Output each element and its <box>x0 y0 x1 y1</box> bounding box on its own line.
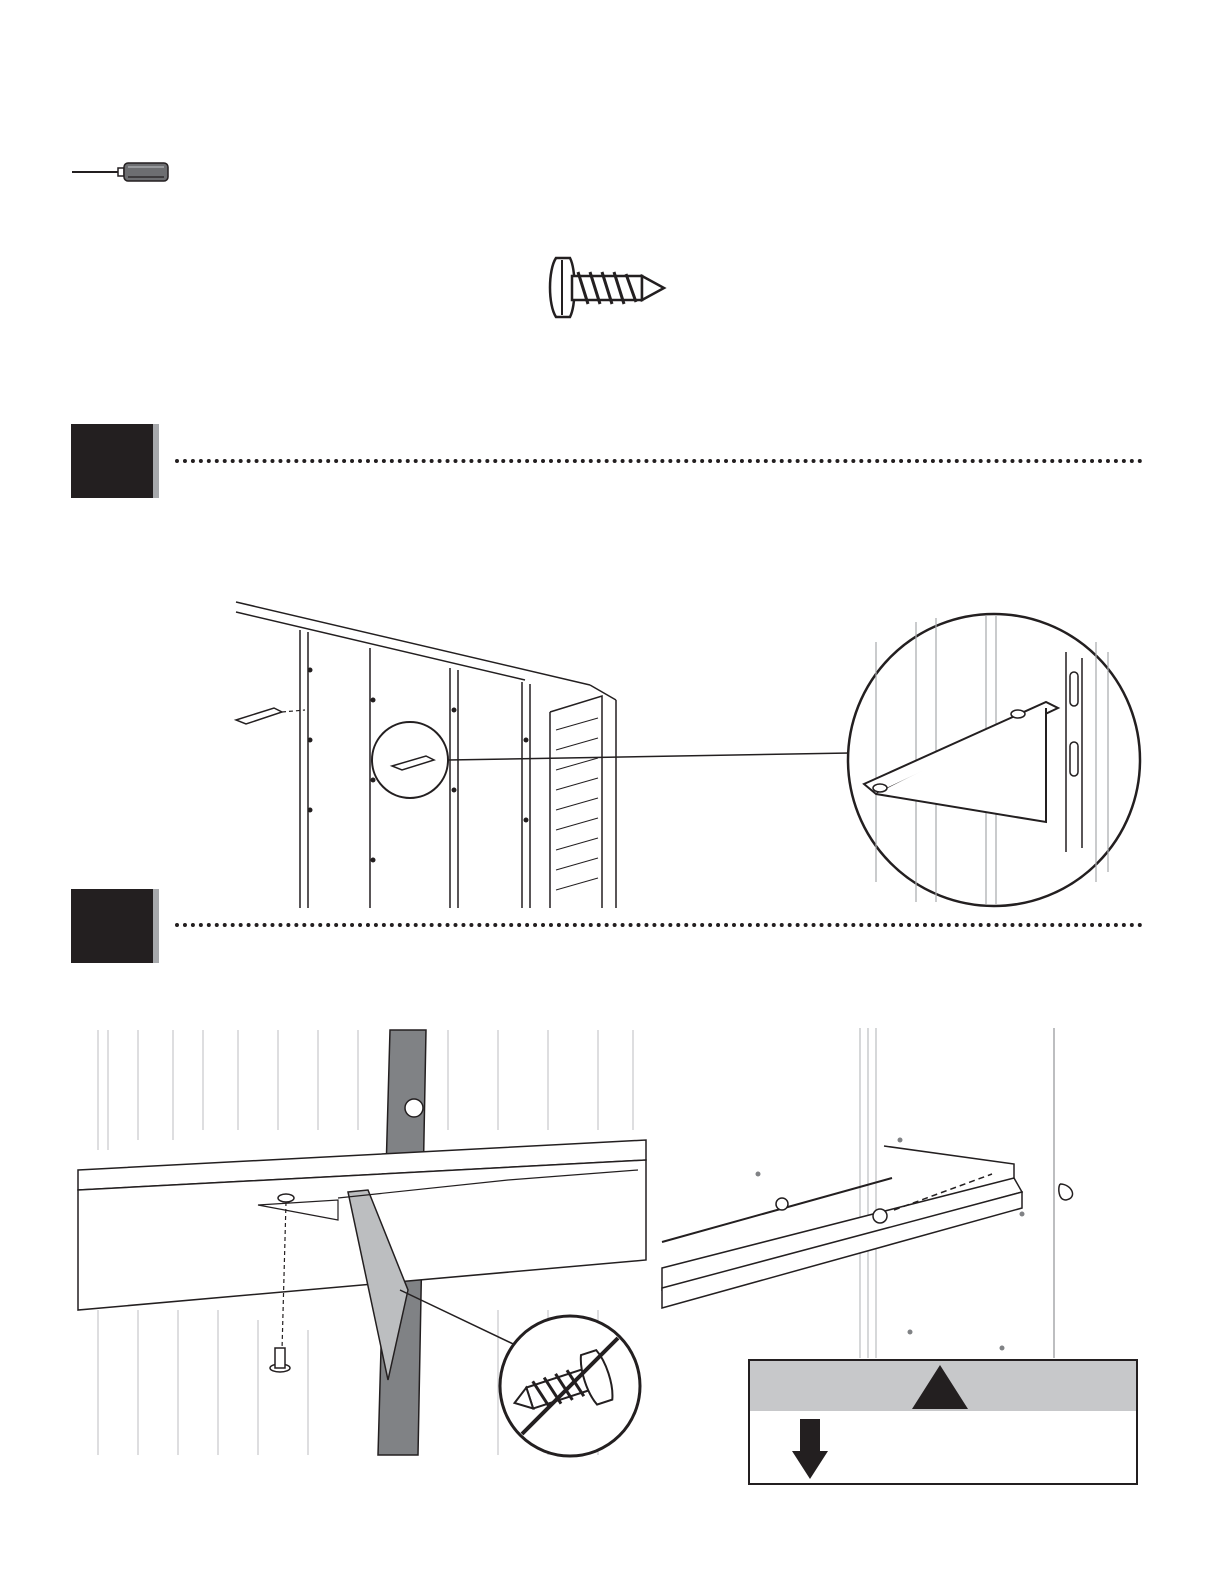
bracket-detail-magnified <box>846 612 1142 908</box>
step-number-block <box>71 889 159 963</box>
warning-box <box>748 1359 1138 1485</box>
screwdriver-icon <box>70 160 170 184</box>
step-number-block <box>71 424 159 498</box>
warning-triangle-icon <box>910 1363 970 1411</box>
shelf-screws-to-bracket <box>662 1028 1062 1358</box>
arrow-down-icon <box>792 1419 828 1481</box>
step-divider <box>175 459 1143 463</box>
pan-head-screw-icon <box>548 250 668 325</box>
step-divider <box>175 923 1143 927</box>
no-screw-detail <box>498 1314 642 1458</box>
detail-leader-line <box>448 750 858 770</box>
